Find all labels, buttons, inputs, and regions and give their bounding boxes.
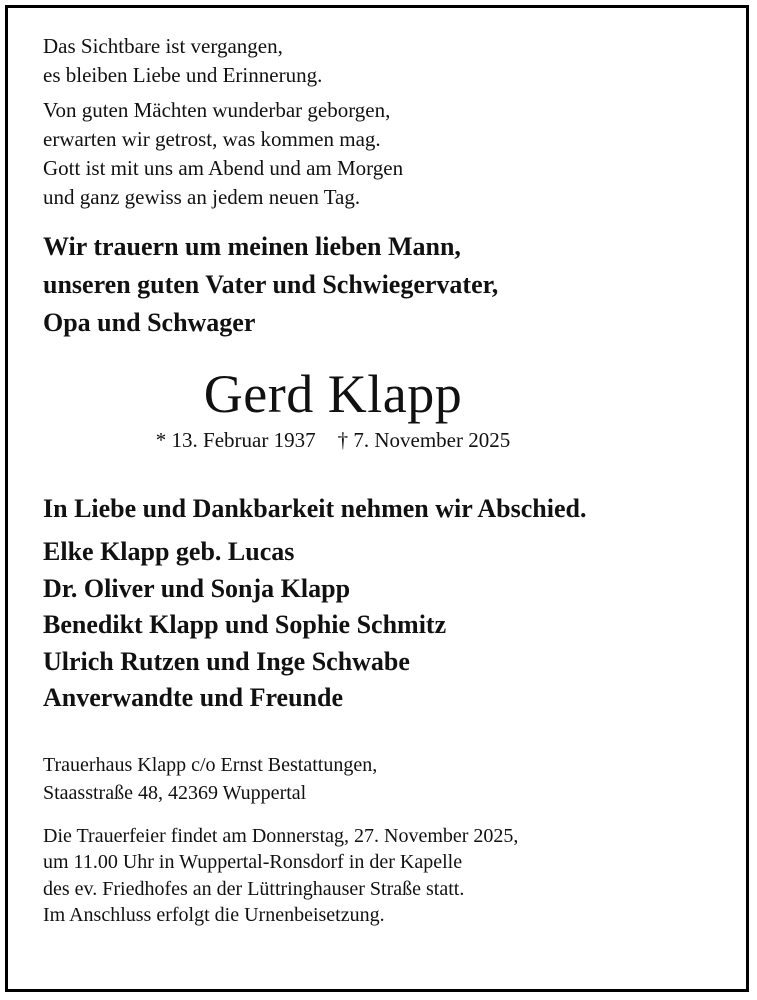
family-member: Benedikt Klapp und Sophie Schmitz	[43, 610, 447, 639]
farewell-line: In Liebe und Dankbarkeit nehmen wir Abschied.	[43, 494, 587, 523]
service-line: des ev. Friedhofes an der Lüttringhauser Straße statt.	[43, 877, 465, 900]
family-member: Dr. Oliver und Sonja Klapp	[43, 573, 351, 603]
poem-line: Gott ist mit uns am Abend und am Morgen	[43, 156, 404, 180]
family-member: Ulrich Rutzen und Inge Schwabe	[43, 646, 410, 676]
intro-line: Wir trauern um meinen lieben Mann,	[43, 232, 461, 261]
birth-date: * 13. Februar 1937	[155, 428, 316, 452]
family-list	[43, 534, 723, 717]
mourning-address	[43, 751, 723, 807]
address-line: Trauerhaus Klapp c/o Ernst Bestattungen,	[43, 753, 378, 776]
obituary-content	[43, 32, 723, 929]
funeral-service-info	[43, 823, 723, 929]
mourning-intro	[43, 228, 723, 342]
life-dates	[43, 426, 623, 454]
death-date: † 7. November 2025	[337, 428, 511, 452]
service-line: Die Trauerfeier findet am Donnerstag, 27. November 2025,	[43, 824, 519, 847]
poem-line: Das Sichtbare ist vergangen,	[43, 34, 283, 58]
poem-stanza-1	[43, 32, 723, 90]
address-line: Staasstraße 48, 42369 Wuppertal	[43, 781, 307, 804]
family-member: Anverwandte und Freunde	[43, 683, 344, 712]
poem-stanza-2	[43, 96, 723, 212]
intro-line: unseren guten Vater und Schwiegervater,	[43, 270, 499, 299]
poem-line: und ganz gewiss an jedem neuen Tag.	[43, 185, 361, 209]
intro-line: Opa und Schwager	[43, 308, 256, 337]
poem-line: Von guten Mächten wunderbar geborgen,	[43, 98, 391, 122]
service-line: um 11.00 Uhr in Wuppertal-Ronsdorf in der Kapelle	[43, 851, 463, 873]
poem-line: es bleiben Liebe und Erinnerung.	[43, 63, 323, 87]
deceased-block	[43, 362, 623, 454]
poem-line: erwarten wir getrost, was kommen mag.	[43, 127, 381, 151]
deceased-name: Gerd Klapp	[203, 364, 463, 424]
service-line: Im Anschluss erfolgt die Urnenbeisetzung.	[43, 904, 385, 926]
family-member: Elke Klapp geb. Lucas	[43, 537, 295, 566]
